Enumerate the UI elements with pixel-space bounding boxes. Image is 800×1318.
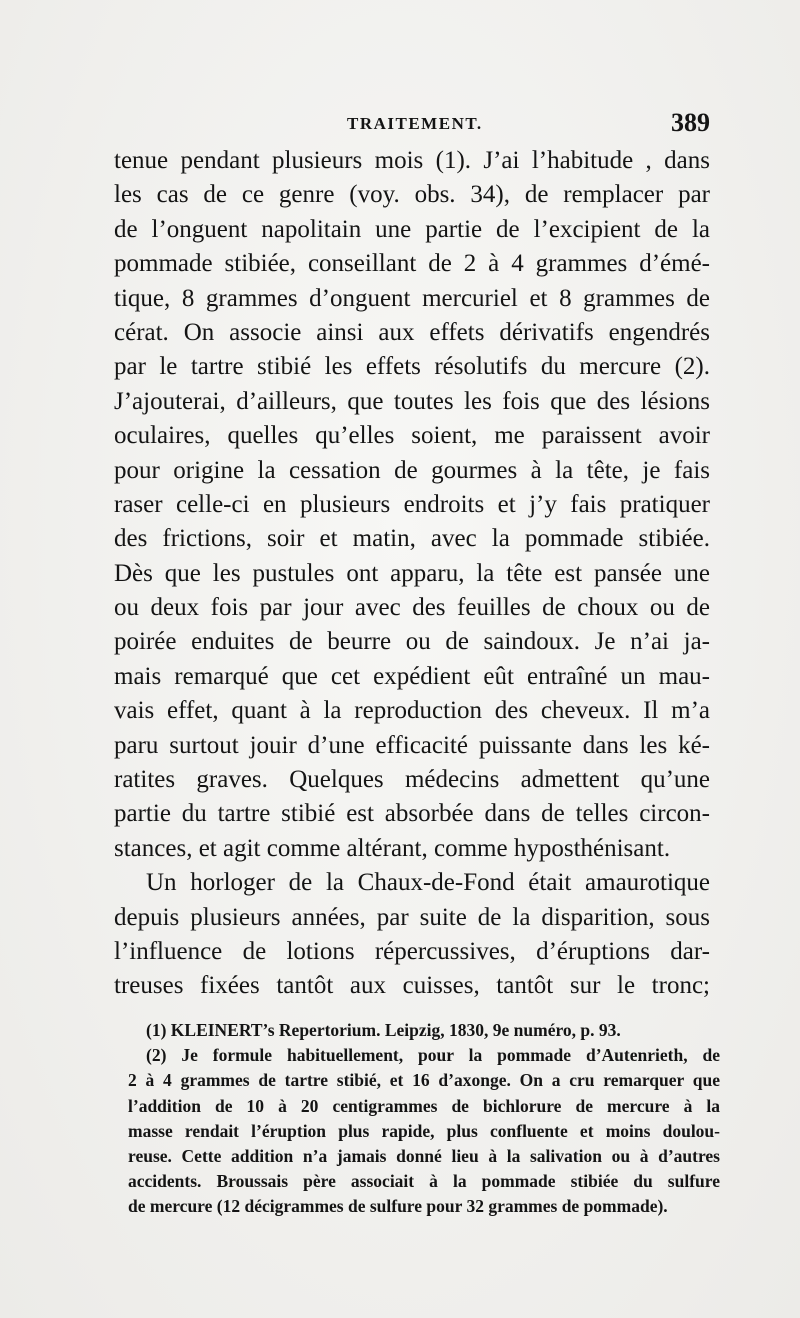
text-line: Un horloger de la Chaux-de-Fond était amaurotique [146,869,710,897]
text-line: depuis plusieurs années, par suite de la disparition, sous [114,903,710,931]
footnote-line: masse rendait l’éruption plus rapide, plus confluente et moins doulou- [128,1120,720,1141]
footnote-line: (2) Je formule habituellement, pour la pommade d’Autenrieth, de [146,1045,720,1066]
running-title: TRAITEMENT. [347,114,483,133]
text-line: Dès que les pustules ont apparu, la tête est pansée une [114,559,710,587]
text-line: par le tartre stibié les effets résolutifs du mercure (2). [114,353,710,381]
footnotes [128,1018,720,1220]
text-line: tenue pendant plusieurs mois (1). J’ai l’habitude , dans [114,147,710,174]
text-line: mais remarqué que cet expédient eût entraîné un mau- [114,662,710,690]
text-line: treuses fixées tantôt aux cuisses, tantôt sur le tronc; [114,972,710,1000]
footnote-line: accidents. Broussais père associait à la pommade stibiée du sulfure [128,1171,720,1192]
text-line: stances, et agit comme altérant, comme hyposthénisant. [114,834,671,862]
main-text [114,144,710,1004]
text-line: l’influence de lotions répercussives, d’éruptions dar- [114,937,710,965]
text-line: poirée enduites de beurre ou de saindoux. Je n’ai ja- [114,628,710,656]
page-number: 389 [671,108,710,137]
footnote-line: de mercure (12 décigrammes de sulfure pour 32 grammes de pommade). [128,1196,668,1217]
text-line: raser celle-ci en plusieurs endroits et j’y fais pratiquer [114,490,710,518]
text-line: paru surtout jouir d’une efficacité puissante dans les ké- [114,731,710,759]
text-line: pour origine la cessation de gourmes à la tête, je fais [114,456,710,484]
text-line: cérat. On associe ainsi aux effets dérivatifs engendrés [114,318,710,346]
text-line: tique, 8 grammes d’onguent mercuriel et 8 grammes de [114,284,710,312]
text-line: les cas de ce genre (voy. obs. 34), de remplacer par [114,181,710,209]
text-line: ou deux fois par jour avec des feuilles de choux ou de [114,594,710,622]
page-header [112,108,710,144]
text-line: partie du tartre stibié est absorbée dans de telles circon- [114,800,710,828]
text-line: de l’onguent napolitain une partie de l’excipient de la [114,215,710,243]
footnote-line: reuse. Cette addition n’a jamais donné lieu à la salivation ou à d’autres [128,1145,720,1166]
text-line: J’ajouterai, d’ailleurs, que toutes les fois que des lésions [114,387,710,415]
text-line: des frictions, soir et matin, avec la pommade stibiée. [114,525,710,553]
text-line: vais effet, quant à la reproduction des cheveux. Il m’a [114,697,710,725]
text-line: ratites graves. Quelques médecins admettent qu’une [114,766,710,794]
footnote-line: l’addition de 10 à 20 centigrammes de bichlorure de mercure à la [128,1095,720,1116]
footnote-line: (1) KLEINERT’s Repertorium. Leipzig, 1830, 9e numéro, p. 93. [146,1020,621,1040]
footnote-line: 2 à 4 grammes de tartre stibié, et 16 d’axonge. On a cru remarquer que [128,1070,720,1091]
text-line: oculaires, quelles qu’elles soient, me paraissent avoir [114,422,710,450]
text-line: pommade stibiée, conseillant de 2 à 4 grammes d’émé- [114,250,710,278]
